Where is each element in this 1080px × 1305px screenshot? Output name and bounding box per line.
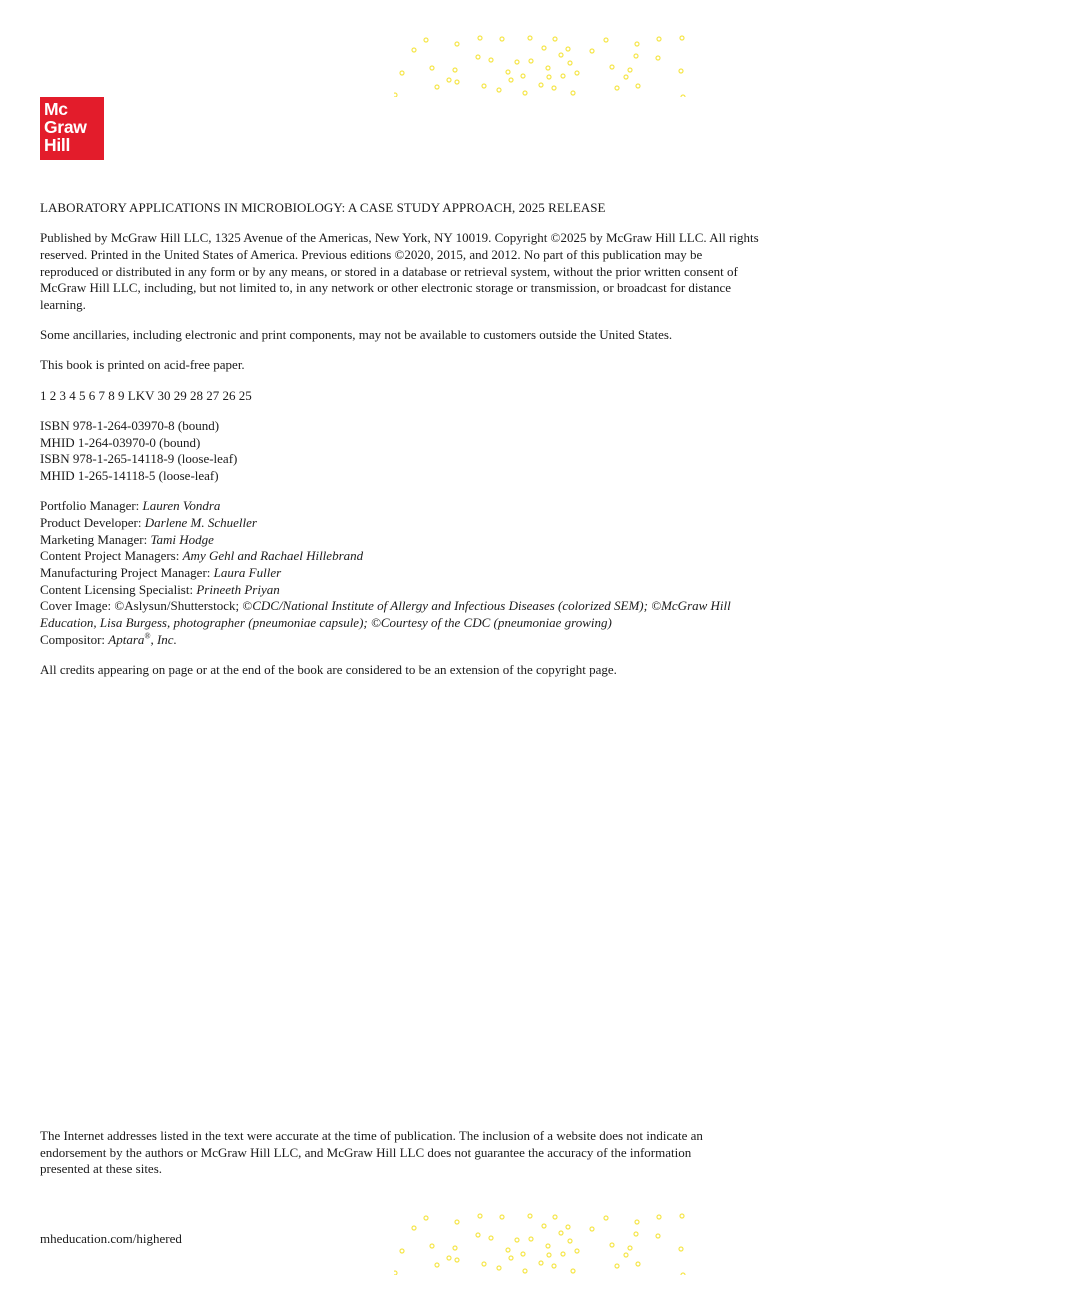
- decorative-dot: [680, 1214, 684, 1218]
- decorative-dot: [575, 71, 579, 75]
- decorative-dot: [679, 1247, 683, 1251]
- compositor-suffix: , Inc.: [150, 631, 177, 647]
- credits-list: [40, 498, 760, 648]
- decorative-dot: [455, 1258, 459, 1262]
- decorative-dot: [546, 1244, 550, 1248]
- decorative-dot: [509, 1256, 513, 1260]
- credit-label: Product Developer:: [40, 514, 145, 530]
- decorative-dot: [656, 56, 660, 60]
- decorative-dot: [636, 1262, 640, 1266]
- decorative-dot: [615, 86, 619, 90]
- decorative-dot: [476, 1233, 480, 1237]
- decorative-dot: [515, 1238, 519, 1242]
- decorative-dot: [435, 1263, 439, 1267]
- decorative-dot: [482, 1262, 486, 1266]
- decorative-dot: [455, 1220, 459, 1224]
- credit-marketing-manager: [40, 532, 760, 549]
- logo-line-2: Graw: [44, 117, 87, 137]
- decorative-dot: [628, 1246, 632, 1250]
- decorative-dot: [453, 68, 457, 72]
- credit-label: Manufacturing Project Manager:: [40, 564, 214, 580]
- decorative-dot: [571, 1269, 575, 1273]
- decorative-dot: [656, 1234, 660, 1238]
- decorative-dot: [482, 84, 486, 88]
- credit-compositor: [40, 632, 760, 649]
- decorative-dot: [634, 54, 638, 58]
- decorative-dot: [561, 1252, 565, 1256]
- decorative-dot: [453, 1246, 457, 1250]
- credit-label: Cover Image:: [40, 598, 115, 614]
- dot-pattern-bottom: [394, 1213, 686, 1275]
- decorative-dot: [528, 36, 532, 40]
- decorative-dot: [476, 55, 480, 59]
- book-title: LABORATORY APPLICATIONS IN MICROBIOLOGY: A CASE STUDY APPROACH, 2025 RELEASE: [40, 200, 606, 215]
- ancillaries-note: Some ancillaries, including electronic and print components, may not be available to customers outside the United States.: [40, 327, 673, 343]
- credit-label: Compositor:: [40, 631, 109, 647]
- decorative-dot: [529, 1237, 533, 1241]
- registered-mark: ®: [144, 631, 151, 641]
- compositor-name-text: Aptara: [108, 631, 145, 647]
- decorative-dot: [566, 1225, 570, 1229]
- decorative-dot: [575, 1249, 579, 1253]
- decorative-dot: [412, 1226, 416, 1230]
- credit-name: Prineeth Priyan: [196, 581, 280, 597]
- decorative-dot: [542, 1224, 546, 1228]
- mhid-loose-leaf: MHID 1-265-14118-5 (loose-leaf): [40, 467, 219, 483]
- decorative-dot: [435, 85, 439, 89]
- decorative-dot: [590, 1227, 594, 1231]
- decorative-dot: [509, 78, 513, 82]
- decorative-dot: [657, 37, 661, 41]
- cover-image-source: ©Aslysun/Shutterstock; ©: [114, 598, 253, 614]
- decorative-dot: [515, 60, 519, 64]
- decorative-dot: [500, 37, 504, 41]
- credit-cover-image: [40, 598, 760, 631]
- mcgraw-hill-logo: [40, 97, 104, 160]
- credit-label: Content Licensing Specialist:: [40, 581, 197, 597]
- decorative-dot: [624, 75, 628, 79]
- decorative-dot: [506, 70, 510, 74]
- decorative-dot: [521, 74, 525, 78]
- credit-content-licensing-specialist: [40, 582, 760, 599]
- decorative-dot: [604, 38, 608, 42]
- decorative-dot: [615, 1264, 619, 1268]
- compositor-name: [108, 632, 177, 647]
- identifier-list: [40, 418, 760, 485]
- decorative-dot: [394, 1271, 397, 1275]
- credit-label: Marketing Manager:: [40, 531, 151, 547]
- decorative-dot: [568, 1239, 572, 1243]
- decorative-dot: [561, 74, 565, 78]
- decorative-dot: [542, 46, 546, 50]
- decorative-dot: [553, 37, 557, 41]
- decorative-dot: [559, 53, 563, 57]
- website-url: mheducation.com/highered: [40, 1231, 182, 1246]
- internet-disclaimer: The Internet addresses listed in the text were accurate at the time of publication. The inclusion of a website does not indicate an endorsement by the authors or McGraw Hill LLC, and McGraw Hill LLC does not guarantee the accuracy of the information presented at these sites.: [40, 1128, 703, 1177]
- copyright-content: [40, 200, 760, 692]
- decorative-dot: [400, 1249, 404, 1253]
- credit-name: Tami Hodge: [150, 531, 214, 547]
- decorative-dot: [610, 65, 614, 69]
- decorative-dot: [552, 86, 556, 90]
- decorative-dot: [523, 1269, 527, 1273]
- decorative-dot: [489, 58, 493, 62]
- credit-manufacturing-project-manager: [40, 565, 760, 582]
- decorative-dot: [547, 75, 551, 79]
- decorative-dot: [523, 91, 527, 95]
- decorative-dot: [657, 1215, 661, 1219]
- decorative-dot: [571, 91, 575, 95]
- decorative-dot: [635, 1220, 639, 1224]
- decorative-dot: [546, 66, 550, 70]
- decorative-dot: [430, 66, 434, 70]
- credit-name: Darlene M. Schueller: [144, 514, 257, 530]
- decorative-dot: [634, 1232, 638, 1236]
- isbn-bound: ISBN 978-1-264-03970-8 (bound): [40, 417, 220, 433]
- decorative-dot: [424, 38, 428, 42]
- decorative-dot: [539, 83, 543, 87]
- credit-portfolio-manager: [40, 498, 760, 515]
- decorative-dot: [424, 1216, 428, 1220]
- isbn-loose-leaf: ISBN 978-1-265-14118-9 (loose-leaf): [40, 451, 238, 467]
- decorative-dot: [412, 48, 416, 52]
- decorative-dot: [610, 1243, 614, 1247]
- mhid-bound: MHID 1-264-03970-0 (bound): [40, 434, 201, 450]
- decorative-dot: [497, 1266, 501, 1270]
- credit-name: Lauren Vondra: [142, 498, 221, 514]
- decorative-dot: [394, 93, 397, 97]
- credits-extension-note: All credits appearing on page or at the end of the book are considered to be an extension of the copyright page.: [40, 661, 617, 677]
- decorative-dot: [628, 68, 632, 72]
- cover-image-sources-rest: CDC/National Institute of Allergy and Infectious Diseases (colorized SEM); ©McGraw Hill Education, Lisa Burgess, photographer (pneumoniae capsule); ©Courtesy of the CDC (pneumoniae growing): [40, 598, 731, 631]
- paper-note: This book is printed on acid-free paper.: [40, 357, 245, 373]
- decorative-dot: [447, 78, 451, 82]
- credit-product-developer: [40, 515, 760, 532]
- decorative-dot: [478, 36, 482, 40]
- decorative-dot: [552, 1264, 556, 1268]
- logo-line-1: Mc: [44, 99, 68, 119]
- decorative-dot: [506, 1248, 510, 1252]
- decorative-dot: [500, 1215, 504, 1219]
- decorative-dot: [430, 1244, 434, 1248]
- decorative-dot: [455, 42, 459, 46]
- publisher-notice: Published by McGraw Hill LLC, 1325 Avenue of the Americas, New York, NY 10019. Copyright ©2025 by McGraw Hill LLC. All rights reserved. Printed in the United States of America. Previous editions ©2020, 2015, and 2012. No part of this publication may be reproduced or distributed in any form or by any means, or stored in a database or retrieval system, without the prior written consent of McGraw Hill LLC, including, but not limited to, in any network or other electronic storage or transmission, or broadcast for distance learning.: [40, 230, 759, 313]
- decorative-dot: [681, 1273, 685, 1275]
- decorative-dot: [489, 1236, 493, 1240]
- decorative-dot: [568, 61, 572, 65]
- decorative-dot: [400, 71, 404, 75]
- decorative-dot: [635, 42, 639, 46]
- decorative-dot: [521, 1252, 525, 1256]
- credit-label: Content Project Managers:: [40, 548, 183, 564]
- decorative-dot: [636, 84, 640, 88]
- decorative-dot: [539, 1261, 543, 1265]
- decorative-dot: [566, 47, 570, 51]
- decorative-dot: [447, 1256, 451, 1260]
- decorative-dot: [681, 95, 685, 97]
- decorative-dot: [529, 59, 533, 63]
- decorative-dot: [624, 1253, 628, 1257]
- decorative-dot: [559, 1231, 563, 1235]
- decorative-dot: [497, 88, 501, 92]
- decorative-dot: [547, 1253, 551, 1257]
- decorative-dot: [553, 1215, 557, 1219]
- logo-line-3: Hill: [44, 135, 71, 155]
- decorative-dot: [604, 1216, 608, 1220]
- decorative-dot: [455, 80, 459, 84]
- printing-line: 1 2 3 4 5 6 7 8 9 LKV 30 29 28 27 26 25: [40, 387, 252, 403]
- decorative-dot: [680, 36, 684, 40]
- credit-name: Laura Fuller: [213, 564, 282, 580]
- credit-name: Amy Gehl and Rachael Hillebrand: [182, 548, 364, 564]
- credit-label: Portfolio Manager:: [40, 498, 143, 514]
- credit-content-project-managers: [40, 548, 760, 565]
- decorative-dot: [478, 1214, 482, 1218]
- decorative-dot: [528, 1214, 532, 1218]
- dot-pattern-top: [394, 35, 686, 97]
- decorative-dot: [590, 49, 594, 53]
- decorative-dot: [679, 69, 683, 73]
